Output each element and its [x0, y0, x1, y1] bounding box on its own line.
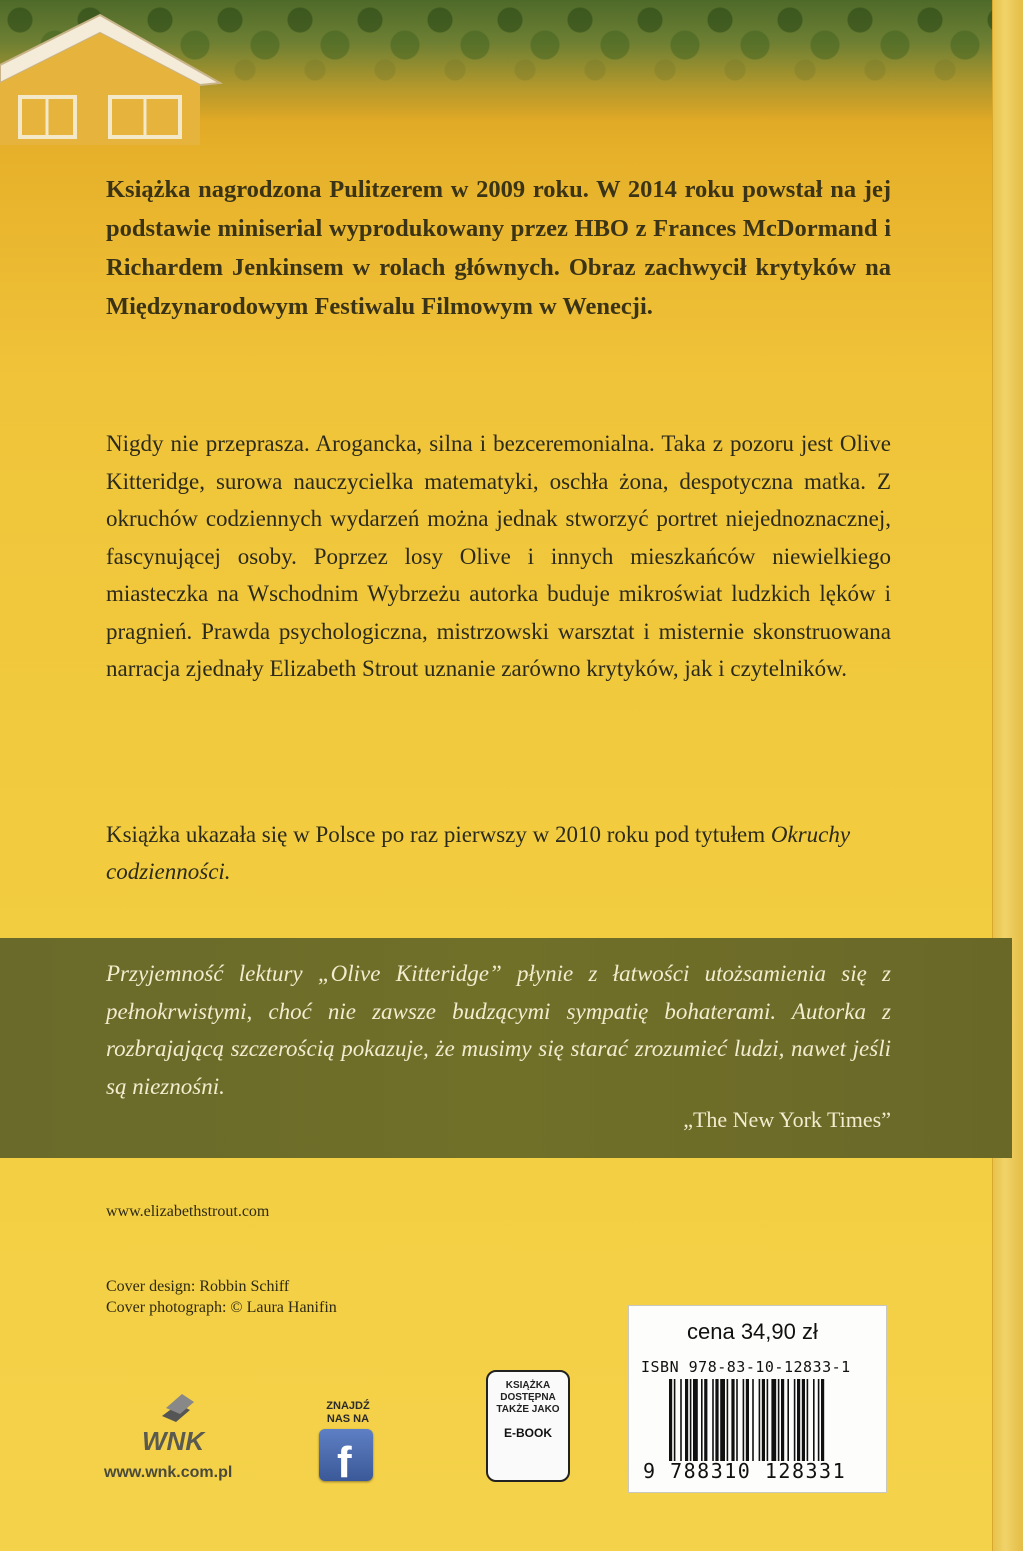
barcode-bar [743, 1379, 745, 1461]
barcode-bar [746, 1379, 749, 1461]
barcode-bar [759, 1379, 761, 1461]
barcode-bar [720, 1379, 725, 1461]
barcode-bar [781, 1379, 784, 1461]
isbn-text: ISBN 978-83-10-12833-1 [641, 1358, 851, 1376]
description-paragraph-1: Książka nagrodzona Pulitzerem w 2009 roku. W 2014 roku powstał na jej podstawie miniserial wyprodukowany przez HBO z Frances McDormand i Richardem Jenkinsem w rolach głównych. Obraz zachwycił krytyków na Międzynarodowym Festiwalu Filmowym w Wenecji. [106, 176, 891, 320]
facebook-icon[interactable] [319, 1429, 373, 1481]
first-edition-note: Książka ukazała się w Polsce po raz pierwszy w 2010 roku pod tytułem [106, 822, 766, 847]
description-paragraph-2: Nigdy nie przeprasza. Arogancka, silna i bezceremonialna. Taka z pozoru jest Olive Kitteridge, surowa nauczycielka matematyki, oschła żona, despotyczna matka. Z okruchów codziennych wydarzeń można jednak stworzyć portret niejednoznacznej, fascynującej osoby. Poprzez losy Olive i innych mieszkańców niewielkiego miasteczka na Wschodnim Wybrzeżu autorka buduje mikroświat ludzkich lęków i pragnień. Prawda psychologiczna, mistrzowski warsztat i misternie skonstruowana narracja zjednały Elizabeth Strout uznanie zarówno krytyków, jak i czytelników. [106, 431, 891, 681]
barcode-digits: 9 788310 128331 [643, 1459, 847, 1483]
cover-photograph-credit: Cover photograph: © Laura Hanifin [106, 1299, 337, 1316]
original-polish-title: Okruchy codzienności. [106, 822, 851, 884]
barcode-bar [731, 1379, 734, 1461]
barcode-bar [797, 1379, 800, 1461]
barcode-bar [818, 1379, 820, 1461]
review-quote-text: Przyjemność lektury „Olive Kitteridge” płynie z łatwości utożsamienia się z pełnokrwistymi, choć nie zawsze budzącymi sympatię bohaterami. Autorka z rozbrajającą szczerością pokazuje, że musimy się starać zrozumieć ludzi, nawet jeśli są nieznośni. [106, 961, 891, 1099]
barcode-bar [794, 1379, 796, 1461]
cover-photo-house [0, 5, 230, 145]
barcode-bar [807, 1379, 809, 1461]
author-website[interactable]: www.elizabethstrout.com [106, 1203, 270, 1220]
barcode-bar [771, 1379, 776, 1461]
barcode-bar [685, 1379, 688, 1461]
barcode-bar [813, 1379, 815, 1461]
cover-design-credit: Cover design: Robbin Schiff [106, 1278, 290, 1295]
publisher-url[interactable]: www.wnk.com.pl [104, 1464, 233, 1481]
barcode-bar [821, 1379, 824, 1461]
barcode-bar [690, 1379, 692, 1461]
barcode-bar [715, 1379, 718, 1461]
barcode-bar [736, 1379, 738, 1461]
wnk-logo-icon [140, 1386, 220, 1458]
barcode-bar [701, 1379, 703, 1461]
barcode [669, 1379, 869, 1461]
barcode-bar [802, 1379, 805, 1461]
price-text: cena 34,90 zł [687, 1319, 818, 1344]
ebook-badge-top-text: KSIĄŻKA DOSTĘPNA TAKŻE JAKO [496, 1380, 560, 1415]
review-quote-source: „The New York Times” [683, 1107, 891, 1132]
barcode-bar [752, 1379, 754, 1461]
wnk-logo-text: WNK [142, 1426, 205, 1456]
barcode-bar [712, 1379, 714, 1461]
barcode-bar [680, 1379, 682, 1461]
facebook-label: ZNAJDŹ NAS NA [326, 1400, 370, 1425]
barcode-bar [669, 1379, 672, 1461]
barcode-bar [674, 1379, 676, 1461]
description-paragraph-3 [106, 816, 891, 890]
barcode-bar [762, 1379, 765, 1461]
barcode-bar [778, 1379, 780, 1461]
barcode-bar [704, 1379, 707, 1461]
book-spine-edge [992, 0, 1023, 1551]
ebook-badge-label: E-BOOK [504, 1426, 552, 1440]
ebook-badge [486, 1370, 570, 1482]
barcode-bar [693, 1379, 698, 1461]
barcode-bar [787, 1379, 789, 1461]
barcode-bar [727, 1379, 729, 1461]
facebook-icon-letter: f [337, 1438, 352, 1481]
price-sticker [628, 1305, 887, 1493]
barcode-bar [767, 1379, 769, 1461]
